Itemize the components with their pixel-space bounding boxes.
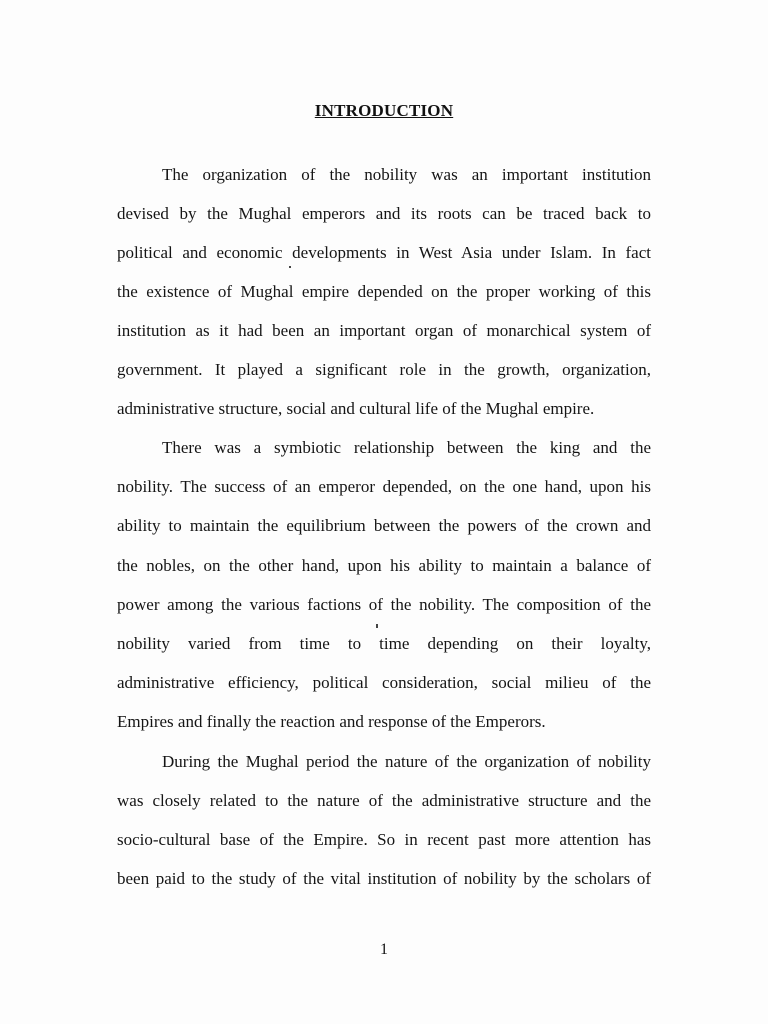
text-line: nobility varied from time to time depending on their loyalty, — [117, 634, 651, 653]
scan-speck — [289, 266, 291, 268]
text-line: administrative efficiency, political consideration, social milieu of the — [117, 673, 651, 692]
text-line: the existence of Mughal empire depended on the proper working of this — [117, 282, 651, 301]
text-line: ability to maintain the equilibrium between the powers of the crown and — [117, 516, 651, 535]
page-number: 1 — [380, 941, 388, 958]
text-line: the nobles, on the other hand, upon his ability to maintain a balance of — [117, 556, 651, 575]
text-line: political and economic developments in West Asia under Islam. In fact — [117, 243, 651, 262]
text-line: power among the various factions of the nobility. The composition of the — [117, 595, 651, 614]
text-line: During the Mughal period the nature of the organization of nobility — [162, 752, 651, 771]
text-line: been paid to the study of the vital institution of nobility by the scholars of — [117, 869, 651, 888]
text-line: administrative structure, social and cultural life of the Mughal empire. — [117, 399, 595, 418]
text-line: socio-cultural base of the Empire. So in recent past more attention has — [117, 830, 651, 849]
text-line: government. It played a significant role in the growth, organization, — [117, 360, 651, 379]
scan-speck — [376, 624, 378, 628]
text-line: There was a symbiotic relationship between the king and the — [162, 438, 651, 457]
text-line: was closely related to the nature of the administrative structure and the — [117, 791, 651, 810]
text-line: nobility. The success of an emperor depended, on the one hand, upon his — [117, 477, 651, 496]
text-line: devised by the Mughal emperors and its roots can be traced back to — [117, 204, 651, 223]
page-title: INTRODUCTION — [314, 101, 454, 120]
text-line: Empires and finally the reaction and response of the Emperors. — [117, 712, 546, 731]
text-line: The organization of the nobility was an important institution — [162, 165, 651, 184]
text-line: institution as it had been an important organ of monarchical system of — [117, 321, 651, 340]
